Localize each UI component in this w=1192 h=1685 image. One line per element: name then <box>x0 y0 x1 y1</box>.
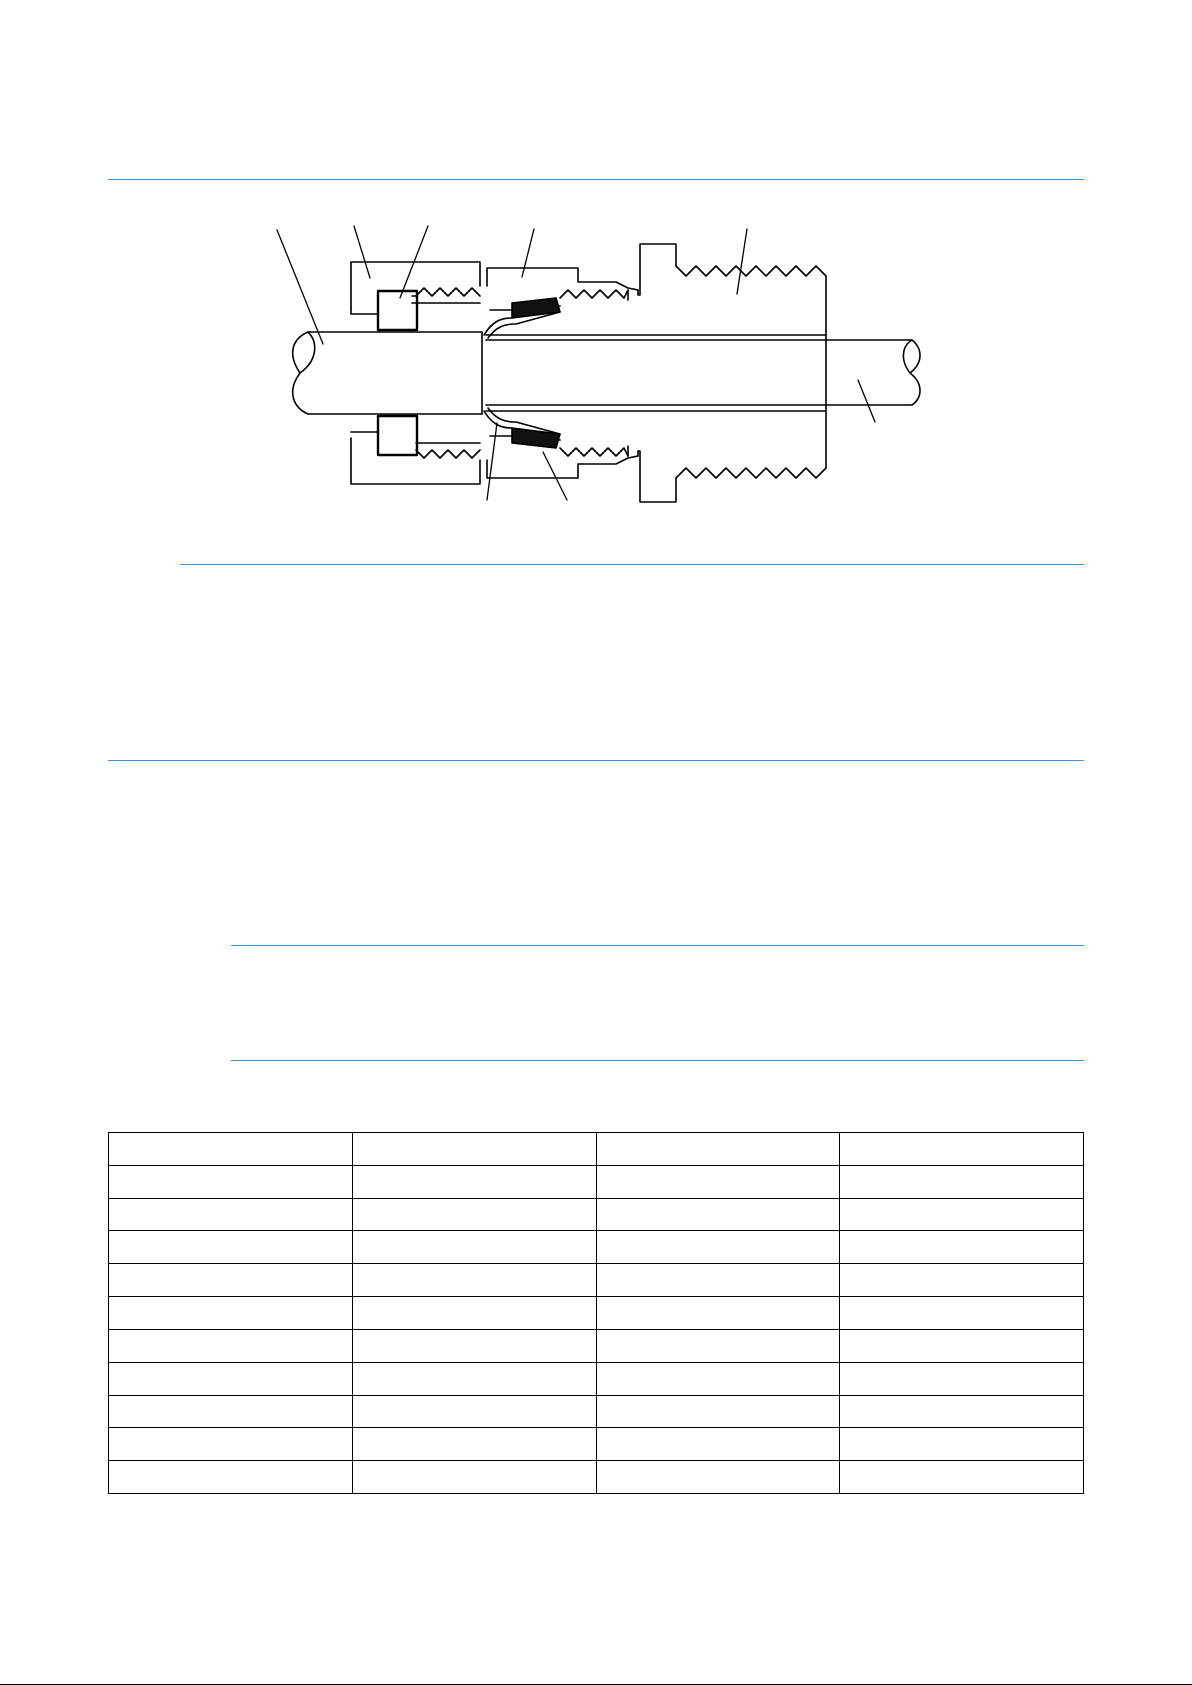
table-cell <box>840 1198 1084 1231</box>
table-cell <box>596 1428 840 1461</box>
left-tube <box>293 332 482 414</box>
table-cell <box>109 1264 353 1297</box>
table-cell <box>596 1133 840 1166</box>
body-lower <box>487 411 826 502</box>
leader-body-collar <box>522 229 534 277</box>
table-cell <box>109 1133 353 1166</box>
nut-lower <box>351 432 480 484</box>
nut-insert-lower <box>378 416 417 455</box>
table-cell <box>840 1133 1084 1166</box>
table-cell <box>352 1395 596 1428</box>
table-cell <box>840 1231 1084 1264</box>
callout-leaders <box>277 226 875 500</box>
leader-tube-left <box>277 230 323 344</box>
nut-upper <box>351 262 480 314</box>
table-cell <box>596 1329 840 1362</box>
table-row <box>109 1165 1084 1198</box>
front-ferrule <box>484 306 560 440</box>
fitting-cross-section-diagram <box>0 0 1192 560</box>
table-cell <box>596 1297 840 1330</box>
table-row <box>109 1362 1084 1395</box>
table-row <box>109 1297 1084 1330</box>
table-cell <box>596 1264 840 1297</box>
back-ferrule-upper <box>512 298 560 318</box>
rule-section <box>108 760 1084 761</box>
table-cell <box>840 1428 1084 1461</box>
table-cell <box>109 1362 353 1395</box>
table-cell <box>352 1362 596 1395</box>
table-cell <box>109 1231 353 1264</box>
leader-tube-right <box>858 380 875 422</box>
leader-ferrule-front <box>487 423 497 500</box>
table-cell <box>596 1231 840 1264</box>
leader-ferrule-back <box>543 452 567 500</box>
table-cell <box>109 1395 353 1428</box>
body-upper <box>487 244 826 335</box>
table-cell <box>352 1133 596 1166</box>
table-cell <box>840 1329 1084 1362</box>
table-row <box>109 1395 1084 1428</box>
table-row <box>109 1428 1084 1461</box>
table-cell <box>840 1461 1084 1494</box>
table-cell <box>109 1165 353 1198</box>
table-cell <box>109 1198 353 1231</box>
table-cell <box>352 1297 596 1330</box>
table-row <box>109 1264 1084 1297</box>
table-cell <box>596 1165 840 1198</box>
table-row <box>109 1329 1084 1362</box>
table-cell <box>840 1395 1084 1428</box>
nut-insert-upper <box>378 291 417 330</box>
right-tube <box>486 340 920 405</box>
body-bore <box>486 335 826 411</box>
rule-sub-2 <box>231 1060 1084 1061</box>
leader-nut-body <box>354 226 370 278</box>
table-cell <box>840 1362 1084 1395</box>
table-cell <box>352 1165 596 1198</box>
back-ferrule-lower <box>512 428 560 448</box>
table-cell <box>352 1264 596 1297</box>
table-cell <box>596 1461 840 1494</box>
table-cell <box>109 1461 353 1494</box>
table-cell <box>109 1428 353 1461</box>
rule-under-figure <box>180 564 1084 565</box>
rule-sub-1 <box>231 945 1084 946</box>
table-cell <box>840 1264 1084 1297</box>
table-cell <box>840 1165 1084 1198</box>
table-row <box>109 1461 1084 1494</box>
table-cell <box>840 1297 1084 1330</box>
table-row <box>109 1231 1084 1264</box>
table-cell <box>352 1461 596 1494</box>
table-cell <box>596 1362 840 1395</box>
table-cell <box>352 1428 596 1461</box>
spec-table <box>108 1132 1084 1494</box>
table-header-row <box>109 1133 1084 1166</box>
table-cell <box>596 1198 840 1231</box>
table-cell <box>109 1329 353 1362</box>
table-cell <box>352 1329 596 1362</box>
table-cell <box>352 1198 596 1231</box>
table-cell <box>109 1297 353 1330</box>
table-row <box>109 1198 1084 1231</box>
table-cell <box>352 1231 596 1264</box>
leader-body-thread <box>737 229 747 294</box>
table-cell <box>596 1395 840 1428</box>
